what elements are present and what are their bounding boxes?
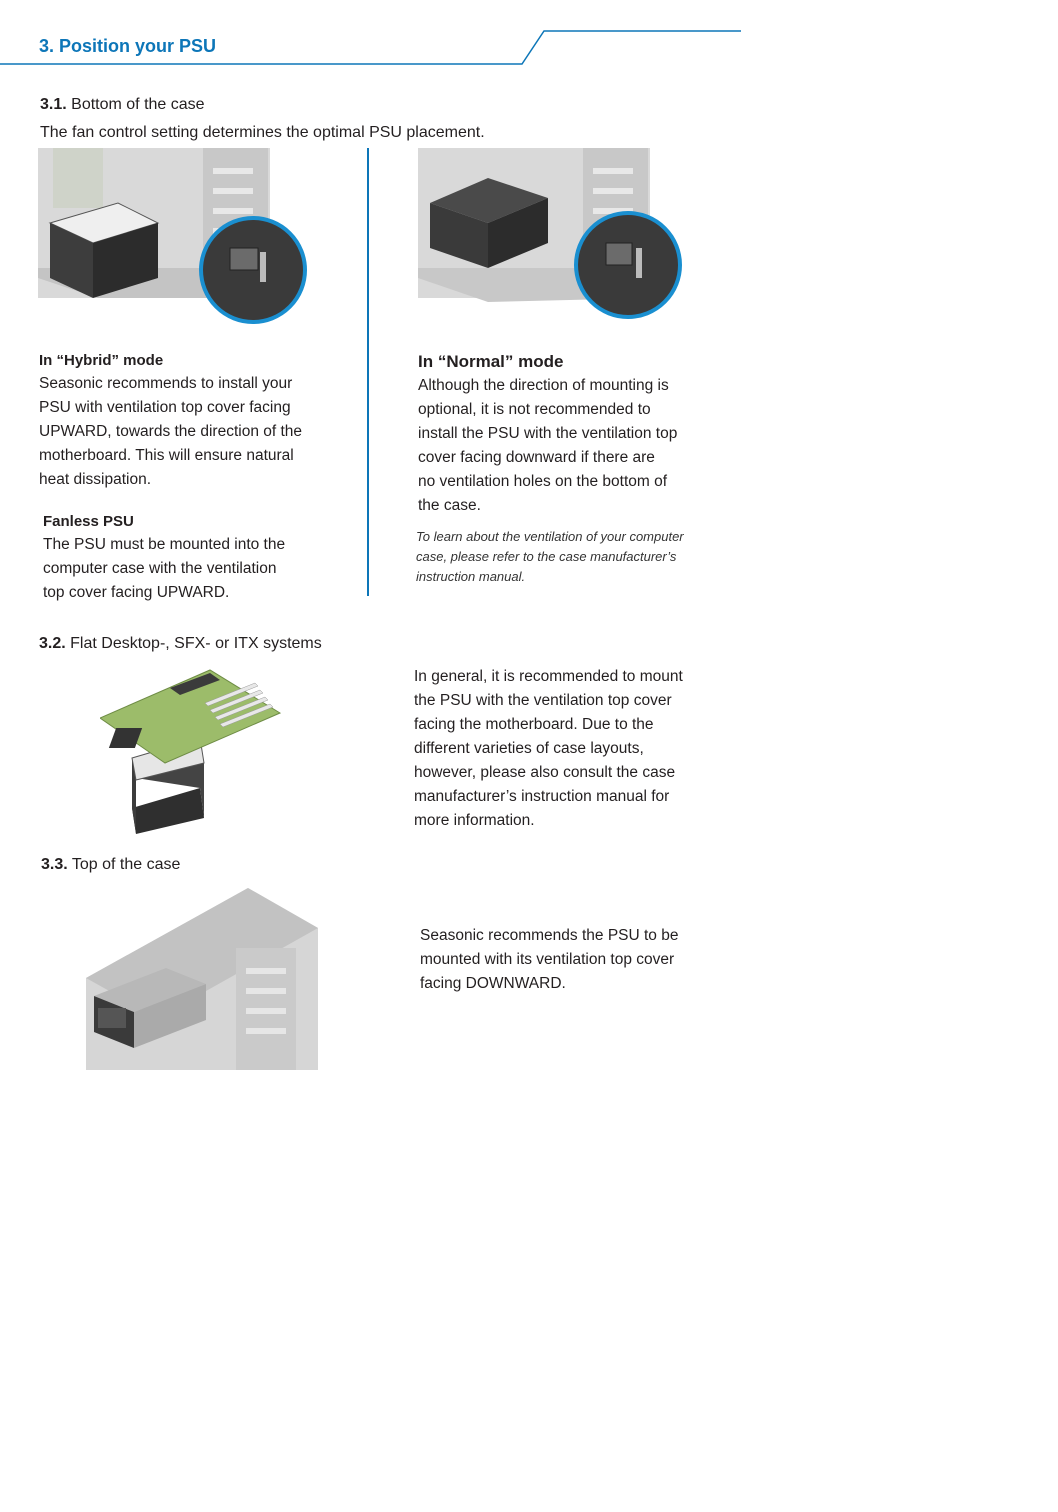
normal-mode-illustration: [418, 148, 686, 326]
section-3-1-intro: The fan control setting determines the optimal PSU placement.: [40, 124, 485, 141]
top-of-case-illustration: [86, 888, 318, 1070]
fanless-psu-text: The PSU must be mounted into the computer case with the ventilation top cover facing UPWARD.: [43, 536, 286, 601]
section-3-2-text: In general, it is recommended to mount the PSU with the ventilation top cover facing the motherboard. Due to the different varieties of case layouts, however, please also consult the case manufacturer’s instruction manual for more information.: [414, 668, 683, 829]
section-title: Top of the case: [71, 856, 181, 873]
column-divider: [367, 148, 369, 596]
section-3-3-text: Seasonic recommends the PSU to be mounted with its ventilation top cover facing DOWNWARD.: [420, 927, 679, 992]
normal-mode-text: Although the direction of mounting is optional, it is not recommended to install the PSU with the ventilation top cover facing downward if there are no ventilation holes on the bottom of the case.: [418, 377, 678, 514]
section-title: Bottom of the case: [71, 96, 205, 113]
section-3-3-heading: [41, 856, 180, 874]
hybrid-mode-text: Seasonic recommends to install your PSU with ventilation top cover facing UPWARD, towards the direction of the motherboard. This will ensure natural heat dissipation.: [39, 375, 303, 488]
section-3-2-heading: [39, 635, 322, 653]
fanless-psu-heading: Fanless PSU: [43, 513, 134, 530]
hybrid-mode-heading: In “Hybrid” mode: [39, 352, 164, 369]
desktop-system-illustration: [100, 668, 285, 838]
section-title: Flat Desktop-, SFX- or ITX systems: [70, 635, 322, 652]
normal-mode-heading: In “Normal” mode: [418, 352, 564, 371]
ventilation-note: To learn about the ventilation of your computer case, please refer to the case manufacturer’s instruction manual.: [416, 529, 684, 584]
section-3-1-heading: [40, 96, 205, 114]
section-number: 3.1.: [40, 96, 67, 113]
page-title: 3. Position your PSU: [39, 36, 217, 56]
section-number: 3.3.: [41, 856, 68, 873]
section-number: 3.2.: [39, 635, 66, 652]
hybrid-mode-illustration: [38, 148, 310, 326]
header-rule: [0, 0, 1058, 70]
